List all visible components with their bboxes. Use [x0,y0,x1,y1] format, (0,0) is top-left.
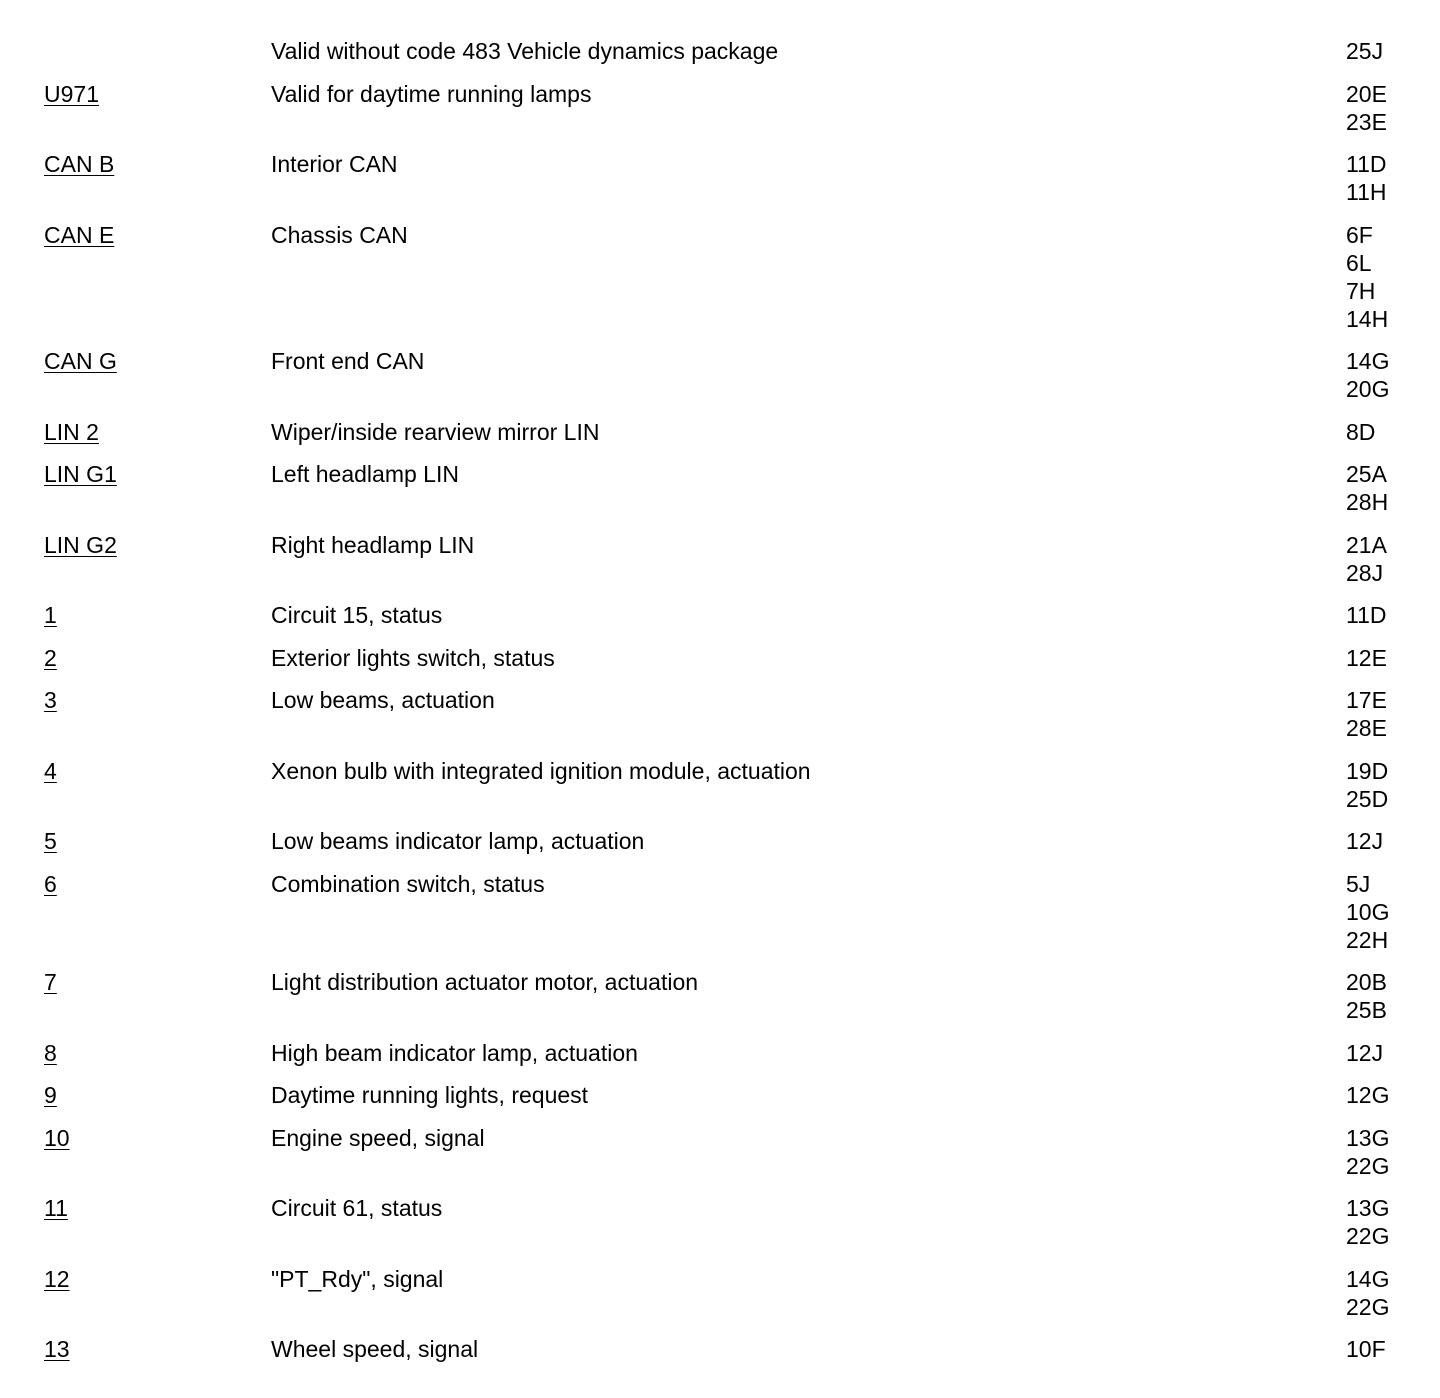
legend-code-link[interactable]: 7 [44,969,57,995]
grid-references [1346,347,1426,403]
legend-code-link[interactable]: 12 [44,1265,70,1292]
legend-description: Interior CAN [271,151,398,177]
grid-reference: 12E [1346,644,1387,671]
legend-description: Xenon bulb with integrated ignition module, actuation [271,757,811,784]
grid-reference: 20B [1346,969,1387,995]
grid-reference: 19D [1346,757,1389,784]
grid-references [1346,150,1426,206]
grid-reference: 10G [1346,898,1390,925]
legend-code-link[interactable]: 9 [44,1082,57,1108]
legend-row [0,1194,1440,1265]
grid-reference: 6L [1346,249,1372,276]
grid-reference: 6F [1346,221,1373,248]
grid-reference: 28E [1346,715,1387,741]
legend-code-link[interactable]: CAN G [44,348,117,374]
grid-references [1346,1194,1426,1250]
legend-code-link[interactable]: CAN E [44,221,115,248]
legend-description: Wiper/inside rearview mirror LIN [271,418,600,445]
grid-reference: 13G [1346,1124,1390,1151]
grid-reference: 25J [1346,38,1384,64]
legend-code-link[interactable]: 2 [44,644,57,671]
grid-reference: 21A [1346,531,1387,558]
grid-references [1346,1039,1426,1067]
legend-row [0,1081,1440,1124]
grid-reference: 11D [1346,602,1387,628]
grid-reference: 20G [1346,376,1390,402]
grid-reference: 22G [1346,1223,1390,1249]
legend-description: Daytime running lights, request [271,1082,589,1108]
legend-code-link[interactable]: 4 [44,757,57,784]
grid-reference: 8D [1346,418,1376,445]
grid-reference: 25A [1346,461,1387,487]
legend-row [0,418,1440,461]
grid-reference: 12G [1346,1082,1390,1108]
legend-row [0,1335,1440,1378]
legend-code-link[interactable]: 5 [44,828,57,854]
legend-row [0,347,1440,418]
grid-references [1346,1081,1426,1109]
legend-row [0,1265,1440,1336]
legend-description: Circuit 61, status [271,1195,443,1221]
grid-references [1346,1335,1426,1363]
legend-code-link[interactable]: 8 [44,1039,57,1066]
grid-reference: 14G [1346,348,1390,374]
grid-reference: 12J [1346,828,1384,854]
legend-description: Right headlamp LIN [271,531,475,558]
grid-references [1346,644,1426,672]
legend-description: Exterior lights switch, status [271,644,555,671]
grid-reference: 28H [1346,489,1389,515]
grid-reference: 13G [1346,1195,1390,1221]
grid-references [1346,221,1426,333]
legend-description: Left headlamp LIN [271,461,459,487]
legend-row [0,827,1440,870]
legend-row [0,686,1440,757]
legend-row [0,601,1440,644]
legend-description: Circuit 15, status [271,602,443,628]
legend-row [0,968,1440,1039]
legend-row [0,757,1440,828]
grid-reference: 22H [1346,926,1389,953]
legend-description: Front end CAN [271,348,425,374]
grid-reference: 22G [1346,1293,1390,1320]
grid-references [1346,418,1426,446]
legend-description: Valid without code 483 Vehicle dynamics package [271,38,779,64]
legend-description: Wheel speed, signal [271,1336,479,1362]
legend-description: Light distribution actuator motor, actuation [271,969,699,995]
legend-description: Low beams, actuation [271,687,495,713]
legend-row [0,37,1440,80]
legend-description: "PT_Rdy", signal [271,1265,444,1292]
grid-reference: 7H [1346,277,1376,304]
legend-code-link[interactable]: 3 [44,687,57,713]
legend-row [0,150,1440,221]
legend-description: Chassis CAN [271,221,408,248]
legend-row [0,460,1440,531]
legend-code-link[interactable]: LIN G2 [44,531,117,558]
grid-references [1346,601,1426,629]
grid-reference: 12J [1346,1039,1384,1066]
legend-row [0,531,1440,602]
legend-row [0,80,1440,151]
legend-code-link[interactable]: 11 [44,1195,68,1221]
grid-reference: 14H [1346,305,1389,332]
grid-references [1346,460,1426,516]
legend-table [0,37,1440,1378]
legend-description: Low beams indicator lamp, actuation [271,828,645,854]
grid-reference: 14G [1346,1265,1390,1292]
legend-row [0,221,1440,348]
grid-references [1346,870,1426,954]
legend-description: Combination switch, status [271,870,545,897]
grid-references [1346,686,1426,742]
legend-description: Valid for daytime running lamps [271,80,592,107]
legend-code-link[interactable]: 13 [44,1336,70,1362]
grid-reference: 10F [1346,1336,1386,1362]
grid-reference: 20E [1346,80,1387,107]
legend-code-link[interactable]: U971 [44,80,99,107]
legend-row [0,870,1440,969]
grid-references [1346,757,1426,813]
grid-reference: 5J [1346,870,1371,897]
grid-references [1346,1124,1426,1180]
legend-description: High beam indicator lamp, actuation [271,1039,638,1066]
legend-code-link[interactable]: 1 [44,602,57,628]
grid-reference: 11H [1346,179,1387,205]
grid-references [1346,827,1426,855]
grid-reference: 23E [1346,108,1387,135]
legend-code-link[interactable]: LIN 2 [44,418,99,445]
grid-reference: 11D [1346,151,1387,177]
legend-row [0,1039,1440,1082]
grid-references [1346,37,1426,65]
grid-references [1346,531,1426,587]
legend-code-link[interactable]: CAN B [44,151,115,177]
grid-references [1346,80,1426,136]
legend-code-link[interactable]: 6 [44,870,57,897]
grid-reference: 22G [1346,1152,1390,1179]
legend-row [0,644,1440,687]
legend-code-link[interactable]: LIN G1 [44,461,117,487]
legend-code-link[interactable]: 10 [44,1124,70,1151]
grid-references [1346,968,1426,1024]
legend-description: Engine speed, signal [271,1124,485,1151]
legend-row [0,1124,1440,1195]
grid-references [1346,1265,1426,1321]
grid-reference: 17E [1346,687,1387,713]
grid-reference: 28J [1346,559,1384,586]
grid-reference: 25D [1346,785,1389,812]
grid-reference: 25B [1346,997,1387,1023]
